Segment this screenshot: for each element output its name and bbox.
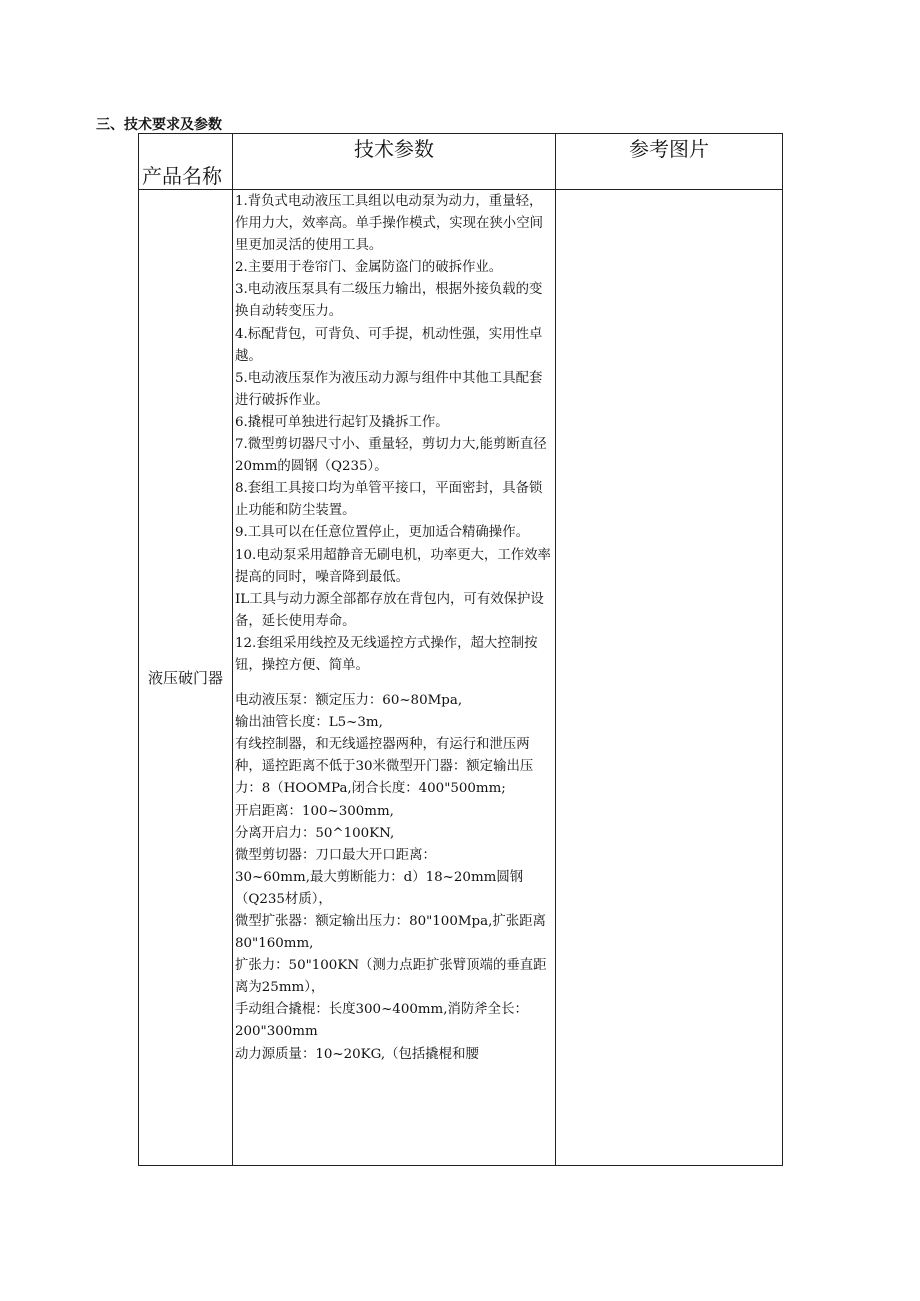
feature-item: 1.背负式电动液压工具组以电动泵为动力，重量轻，作用力大，效率高。单手操作模式，实现在狭小空间里更加灵活的使用工具。	[235, 194, 543, 254]
feature-list	[235, 191, 553, 677]
feature-item: 4.标配背包，可背负、可手提，机动性强，实用性卓越。	[235, 326, 543, 364]
feature-item: 3.电动液压泵具有二级压力输出，根据外接负载的变换自动转变压力。	[235, 282, 543, 320]
spec-item: 电动液压泵：额定压力：60~80Mpa,	[235, 693, 463, 709]
table-row	[139, 190, 783, 1166]
feature-item: 8.套组工具接口均为单管平接口，平面密封，具备锁止功能和防尘装置。	[235, 481, 543, 519]
header-technical-parameters: 技术参数	[233, 134, 556, 190]
feature-item: 7.微型剪切器尺寸小、重量轻，剪切力大,能剪断直径20mm的圆钢（Q235）。	[235, 437, 547, 475]
spec-item: 开启距离：100~300mm,	[235, 803, 394, 819]
section-title: 三、技术要求及参数	[96, 117, 222, 133]
spec-item: 动力源质量：10~20KG,（包括撬棍和腰	[235, 1046, 479, 1062]
parameters-cell	[233, 190, 556, 1166]
spec-item: 分离开启力：50^100KN,	[235, 825, 395, 841]
header-product-name: 产品名称	[139, 134, 233, 190]
spec-table	[138, 133, 783, 1166]
feature-item: 5.电动液压泵作为液压动力源与组件中其他工具配套进行破拆作业。	[235, 370, 543, 408]
spec-item: 手动组合撬棍：长度300~400mm,消防斧全长：200"300mm	[235, 1002, 528, 1040]
feature-item: IL工具与动力源全部都存放在背包内，可有效保护设备，延长使用寿命。	[235, 591, 544, 629]
spec-item: 输出油管长度：L5~3m,	[235, 715, 383, 731]
spec-item: 微型剪切器：刀口最大开口距离：	[235, 847, 436, 863]
spec-item: 扩张力：50"100KN（测力点距扩张臂顶端的垂直距离为25mm），	[235, 958, 547, 996]
header-row	[139, 134, 783, 190]
spacer	[235, 677, 553, 690]
spec-item: 有线控制器，和无线遥控器两种，有运行和泄压两种，遥控距离不低于30米微型开门器：额定输出压力：8（HOOMPa,闭合长度：400"500mm;	[235, 737, 534, 797]
feature-item: 12.套组采用线控及无线遥控方式操作，超大控制按钮，操控方便、简单。	[235, 635, 538, 673]
spec-list	[235, 690, 553, 1066]
reference-image-cell	[556, 190, 783, 1166]
feature-item: 6.撬棍可单独进行起钉及撬拆工作。	[235, 414, 449, 430]
product-name-cell: 液压破门器	[139, 190, 233, 1166]
feature-item: 10.电动泵采用超静音无刷电机，功率更大，工作效率提高的同时，噪音降到最低。	[235, 547, 551, 585]
feature-item: 9.工具可以在任意位置停止，更加适合精确操作。	[235, 525, 529, 541]
spec-item: 30~60mm,最大剪断能力：d）18~20mm圆钢（Q235材质），	[235, 869, 524, 907]
spec-item: 微型扩张器：额定输出压力：80"100Mpa,扩张距离80"160mm,	[235, 914, 546, 952]
header-reference-image: 参考图片	[556, 134, 783, 190]
feature-item: 2.主要用于卷帘门、金属防盗门的破拆作业。	[235, 260, 503, 276]
